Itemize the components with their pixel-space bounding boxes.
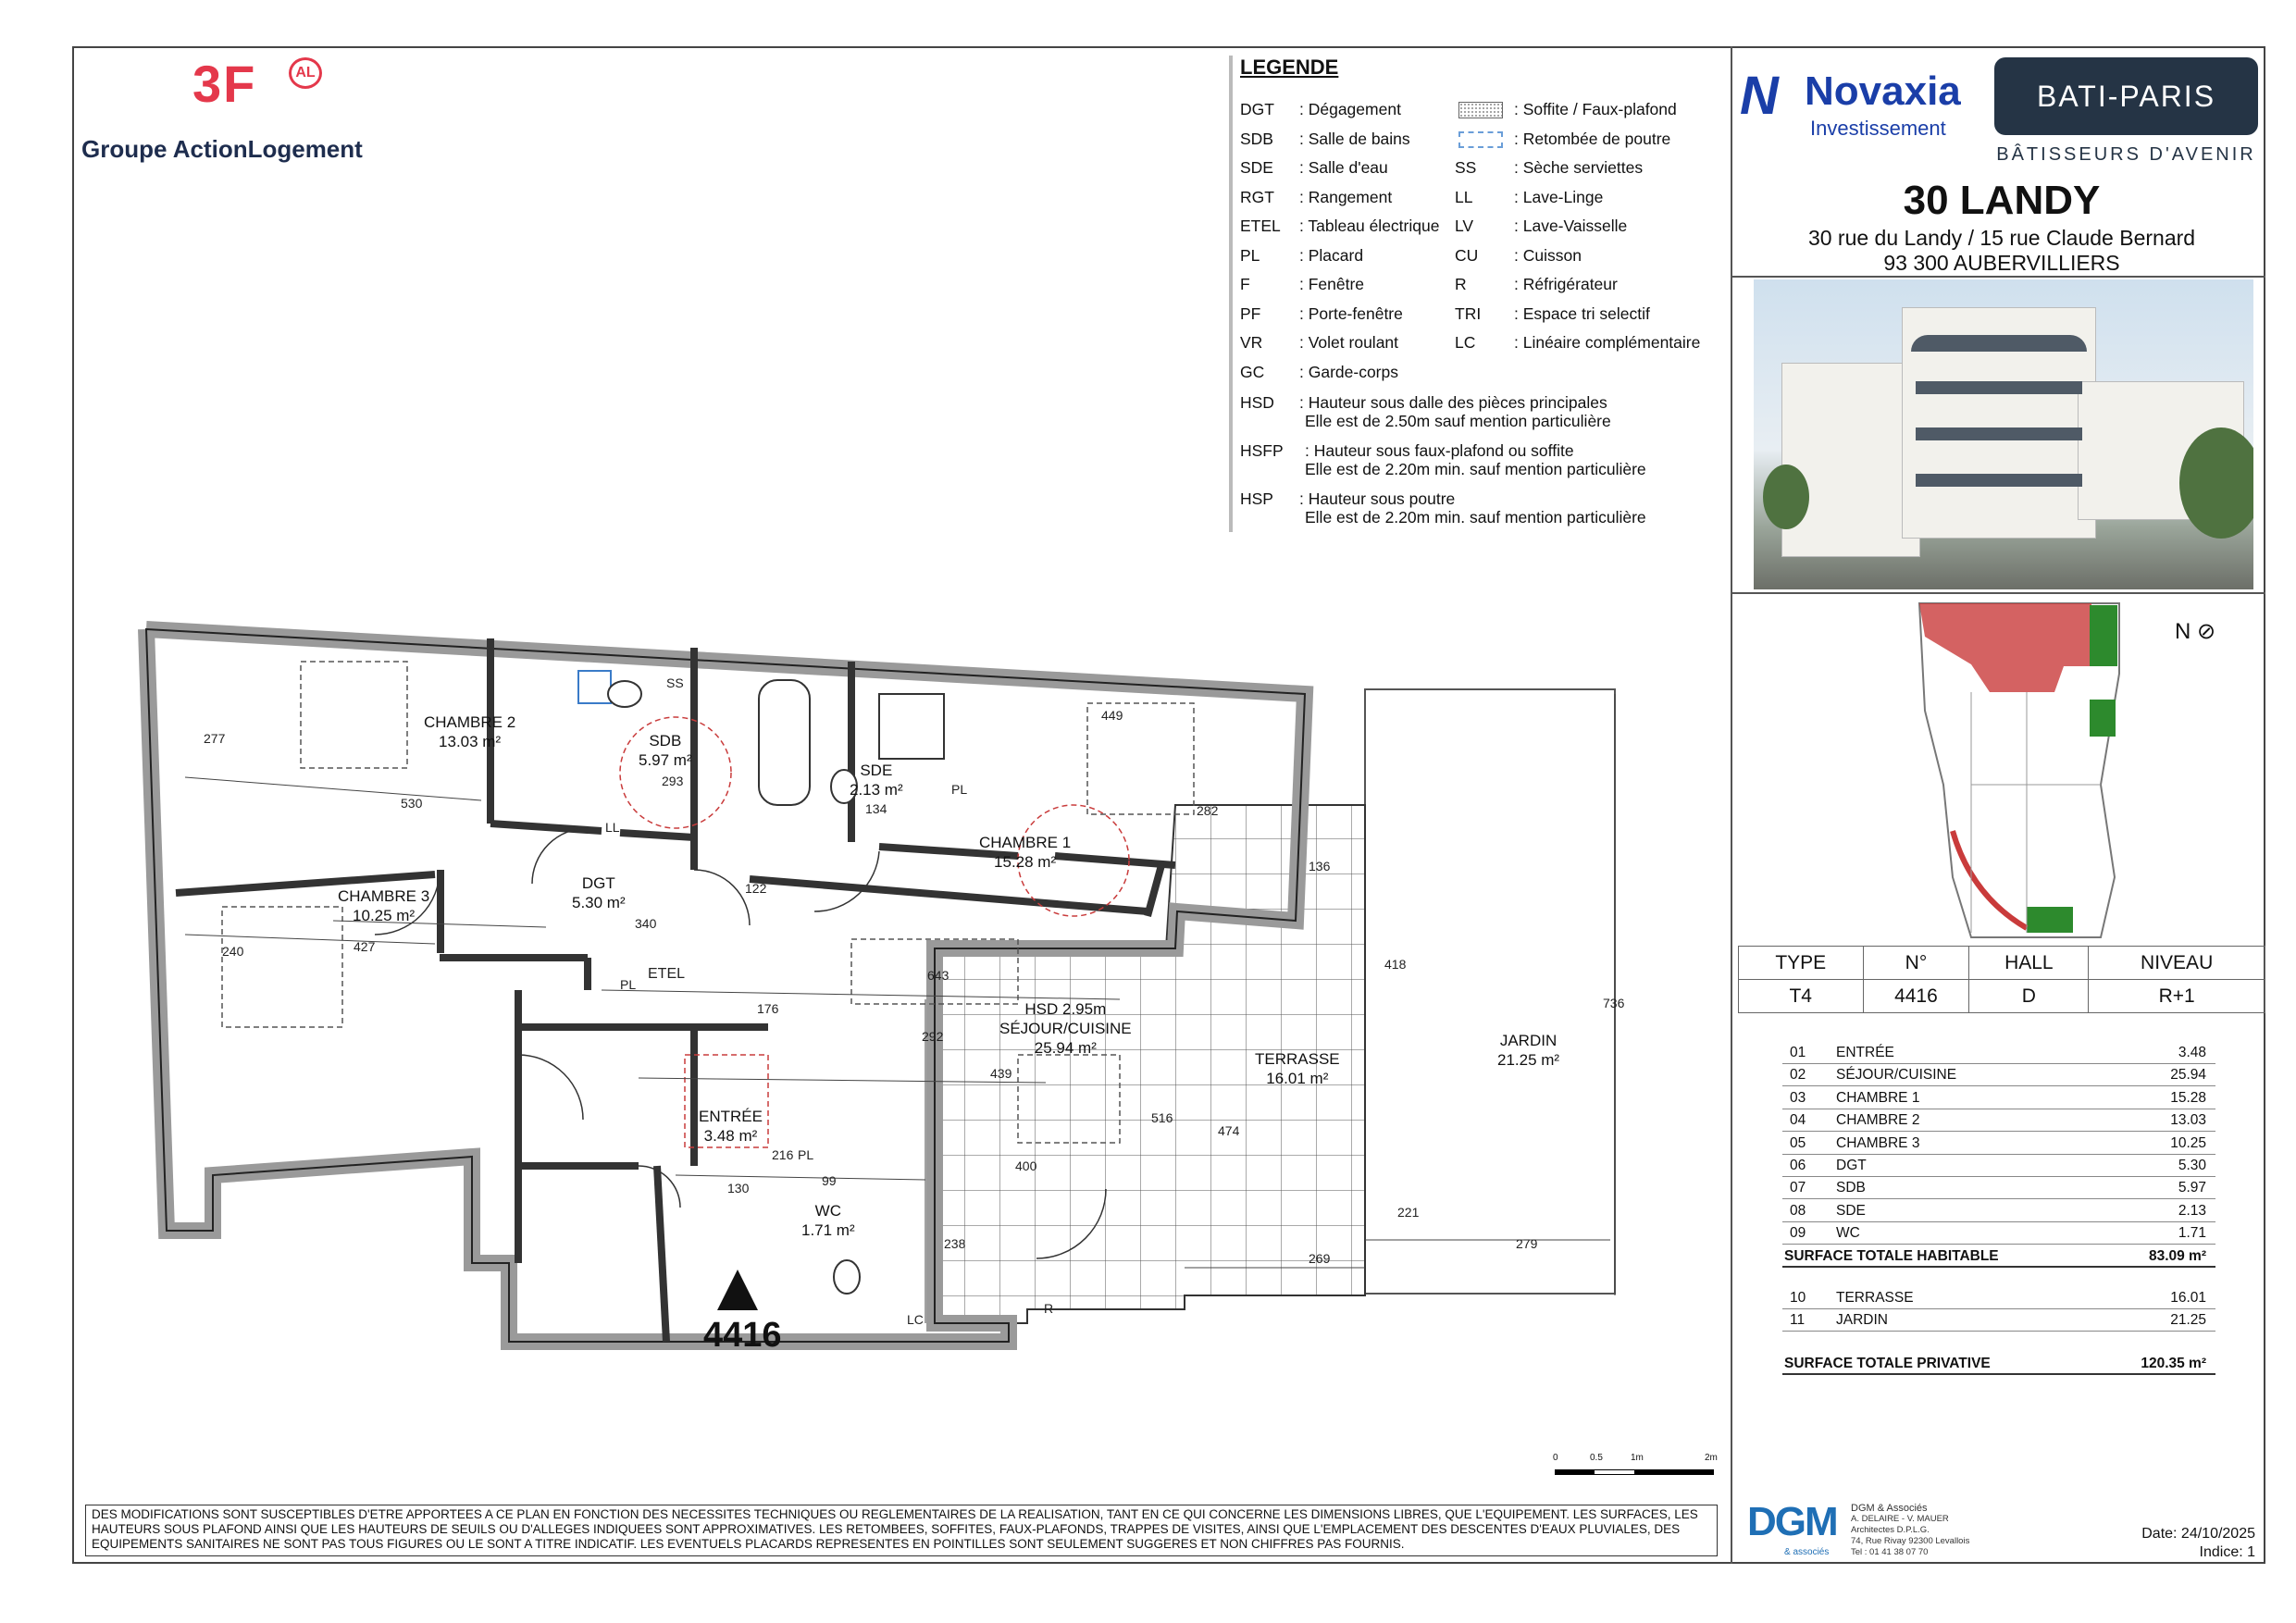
surface-value: 21.25 <box>2170 1312 2206 1328</box>
surface-label: ENTRÉE <box>1836 1045 1894 1060</box>
dim-277: 277 <box>204 731 226 746</box>
room-entree <box>699 1107 763 1146</box>
legend-desc: Elle est de 2.50m sauf mention particulière <box>1305 412 1611 430</box>
room-name: CHAMBRE 1 <box>979 834 1072 851</box>
scale-bar-segment <box>1634 1469 1714 1475</box>
number-value: 4416 <box>1863 980 1969 1013</box>
legend-desc: : Hauteur sous dalle des pièces principales <box>1299 393 1607 412</box>
room-area: 13.03 m² <box>439 733 502 750</box>
room-area: 1.71 m² <box>801 1221 855 1239</box>
legend-divider <box>1229 56 1233 532</box>
surface-row <box>1782 1042 2215 1064</box>
architect-line: Architectes D.P.L.G. <box>1851 1525 1930 1535</box>
novaxia-logo <box>1740 63 1980 146</box>
surface-row <box>1782 1087 2215 1109</box>
legend-abbr: HSFP <box>1240 441 1284 460</box>
legend-abbr: PL <box>1240 245 1260 265</box>
room-name: WC <box>814 1202 841 1220</box>
architect-line: A. DELAIRE - V. MAUER <box>1851 1514 1949 1524</box>
architect-line: Tel : 01 41 38 07 70 <box>1851 1547 1929 1557</box>
surface-row <box>1782 1222 2215 1245</box>
room-name: SDB <box>649 732 682 750</box>
legend-abbr: TRI <box>1455 304 1482 323</box>
soffit-swatch-icon <box>1458 102 1503 118</box>
apartment-number: 4416 <box>703 1316 782 1355</box>
render-balcony <box>1911 335 2087 352</box>
legend-desc: : Lave-Vaisselle <box>1514 217 1628 235</box>
room-name: DGT <box>581 874 615 892</box>
type-header: TYPE <box>1739 947 1864 980</box>
surface-value: 120.35 m² <box>2141 1356 2206 1372</box>
room-area: 5.97 m² <box>639 751 692 769</box>
dim-130: 130 <box>727 1181 750 1196</box>
surface-label: SURFACE TOTALE PRIVATIVE <box>1784 1356 1991 1372</box>
architect-line: 74, Rue Rivay 92300 Levallois <box>1851 1536 1970 1546</box>
legend-desc: : Sèche serviettes <box>1514 158 1644 177</box>
tag-r: R <box>1044 1301 1054 1316</box>
surface-num: 01 <box>1790 1045 1806 1060</box>
room-name: JARDIN <box>1499 1032 1558 1049</box>
client-logo <box>81 54 387 174</box>
render-building-left <box>1781 363 1920 557</box>
dim-99: 99 <box>822 1173 837 1188</box>
room-area: 16.01 m² <box>1266 1070 1329 1087</box>
surface-label: SDE <box>1836 1202 1866 1219</box>
surface-row <box>1782 1177 2215 1199</box>
tag-etel: ETEL <box>648 966 686 982</box>
room-area: 15.28 m² <box>994 853 1057 871</box>
surface-label: CHAMBRE 2 <box>1836 1112 1920 1129</box>
legend-desc: : Tableau électrique <box>1299 217 1440 235</box>
dim-279: 279 <box>1516 1236 1538 1251</box>
room-chambre-1 <box>979 833 1071 872</box>
revision-index: Indice: 1 <box>2199 1544 2255 1560</box>
level-header: NIVEAU <box>2089 947 2265 980</box>
north-compass-icon: N ⊘ <box>2175 619 2216 644</box>
legend-abbr: CU <box>1455 245 1479 265</box>
room-name: CHAMBRE 2 <box>424 713 516 731</box>
legend-abbr: LV <box>1455 217 1474 235</box>
client-logo-badge: AL <box>289 57 322 89</box>
dim-643: 643 <box>927 968 949 983</box>
dim-474: 474 <box>1218 1123 1240 1138</box>
legend-desc: : Espace tri selectif <box>1514 304 1650 323</box>
surface-row <box>1782 1133 2215 1155</box>
surface-row <box>1782 1064 2215 1086</box>
floor-plan <box>120 592 1657 1388</box>
surface-num: 02 <box>1790 1067 1806 1084</box>
legend-desc: : Lave-Linge <box>1514 187 1604 206</box>
legend-desc: Elle est de 2.20m min. sauf mention particulière <box>1305 460 1646 478</box>
surface-num: 11 <box>1790 1312 1806 1328</box>
novaxia-n-icon: N <box>1740 66 1779 126</box>
architect-logo-mark: DGM <box>1747 1499 1837 1544</box>
room-name: CHAMBRE 3 <box>338 887 430 905</box>
legend-abbr: R <box>1455 275 1467 293</box>
dim-400: 400 <box>1015 1158 1037 1173</box>
legend-desc: : Porte-fenêtre <box>1299 304 1403 323</box>
room-chambre-2 <box>424 712 515 751</box>
legend-abbr: RGT <box>1240 187 1274 206</box>
room-area: 5.30 m² <box>572 894 626 911</box>
legend-desc: : Fenêtre <box>1299 275 1365 293</box>
legend-abbr: ETEL <box>1240 217 1281 235</box>
legend-desc: : Hauteur sous poutre <box>1299 489 1456 508</box>
legend-abbr: HSP <box>1240 489 1273 508</box>
dim-449: 449 <box>1101 708 1123 723</box>
surface-value: 5.97 <box>2178 1180 2206 1196</box>
surface-num: 04 <box>1790 1112 1806 1129</box>
type-table-header <box>1739 947 2265 980</box>
legend-desc: : Hauteur sous faux-plafond ou soffite <box>1305 441 1574 460</box>
scale-bar-segment <box>1555 1469 1595 1475</box>
surface-value: 2.13 <box>2178 1202 2206 1219</box>
right-panel-divider <box>1731 46 1732 1564</box>
surface-num: 09 <box>1790 1225 1806 1242</box>
type-table-row <box>1739 980 2265 1013</box>
render-tree <box>2179 427 2253 539</box>
dim-427: 427 <box>354 939 376 954</box>
room-wc <box>801 1201 855 1240</box>
client-logo-group: Groupe ActionLogement <box>81 135 363 163</box>
building-render-image <box>1754 279 2253 589</box>
tag-ll: LL <box>605 820 620 835</box>
legend-abbr: SDB <box>1240 129 1273 148</box>
render-balcony <box>1916 474 2082 487</box>
surface-label: CHAMBRE 1 <box>1836 1089 1920 1106</box>
address-line-1: 30 rue du Landy / 15 rue Claude Bernard <box>1807 226 2196 250</box>
client-logo-mark: 3F <box>192 55 257 113</box>
room-chambre-3 <box>338 886 429 925</box>
surface-num: 10 <box>1790 1289 1806 1306</box>
header-divider <box>1731 276 2265 278</box>
render-tree <box>1763 465 1809 529</box>
legend-title: LEGENDE <box>1240 56 1339 79</box>
dim-282: 282 <box>1197 803 1219 818</box>
surface-num: 07 <box>1790 1180 1806 1196</box>
beam-swatch-icon <box>1458 131 1503 148</box>
legend-desc: : Garde-corps <box>1299 362 1398 381</box>
scale-label: 2m <box>1705 1453 1718 1463</box>
surface-label: DGT <box>1836 1158 1867 1173</box>
dim-736: 736 <box>1603 996 1625 1010</box>
surface-value: 83.09 m² <box>2148 1247 2206 1264</box>
dim-238: 238 <box>944 1236 966 1251</box>
dim-530: 530 <box>401 796 423 811</box>
revision-info <box>2141 1525 2255 1562</box>
surface-value: 25.94 <box>2170 1067 2206 1084</box>
room-area: 3.48 m² <box>703 1127 758 1145</box>
room-dgt <box>572 873 626 912</box>
dim-136: 136 <box>1309 859 1331 873</box>
legend-desc: : Dégagement <box>1299 100 1401 118</box>
legend-abbr: GC <box>1240 362 1265 381</box>
surface-num: 06 <box>1790 1158 1806 1173</box>
legend-abbr: LL <box>1455 187 1473 206</box>
architect-logo <box>1747 1499 1849 1564</box>
legend-desc: : Salle d'eau <box>1299 158 1388 177</box>
surface-row <box>1782 1309 2215 1332</box>
garden-area <box>1365 689 1615 1294</box>
surface-row <box>1782 1155 2215 1177</box>
legend-abbr: HSD <box>1240 393 1274 412</box>
surface-value: 1.71 <box>2178 1225 2206 1242</box>
surface-label: JARDIN <box>1836 1312 1888 1328</box>
scale-bar <box>1553 1453 1718 1481</box>
room-area: 25.94 m² <box>1034 1039 1097 1057</box>
dim-176: 176 <box>757 1001 779 1016</box>
legend-abbr: F <box>1240 275 1250 293</box>
address-line-2: 93 300 AUBERVILLIERS <box>1883 251 2120 275</box>
render-balcony <box>1916 381 2082 394</box>
legend-desc: : Retombée de poutre <box>1514 129 1671 148</box>
legend-abbr: SDE <box>1240 158 1273 177</box>
legend-abbr: PF <box>1240 304 1261 323</box>
room-jardin <box>1497 1031 1559 1070</box>
legend-desc: : Cuisson <box>1514 245 1582 265</box>
surface-row <box>1782 1109 2215 1132</box>
surface-total-privative <box>1782 1353 2215 1375</box>
legend-desc: : Volet roulant <box>1299 333 1399 352</box>
surface-label: SÉJOUR/CUISINE <box>1836 1067 1957 1084</box>
render-balcony <box>1916 427 2082 440</box>
legend-abbr: DGT <box>1240 100 1274 118</box>
room-terrasse <box>1255 1049 1340 1088</box>
legend-desc: : Linéaire complémentaire <box>1514 333 1701 352</box>
tag-pl-dgt: PL <box>620 977 637 992</box>
level-value: R+1 <box>2089 980 2265 1013</box>
room-sde <box>850 761 903 799</box>
surface-value: 5.30 <box>2178 1158 2206 1173</box>
legend-abbr: LC <box>1455 333 1476 352</box>
dim-516: 516 <box>1151 1110 1173 1125</box>
room-hsd: HSD 2.95m <box>1024 1000 1107 1018</box>
surface-label: SDB <box>1836 1180 1866 1196</box>
legend <box>1231 56 1731 527</box>
room-name: SÉJOUR/CUISINE <box>999 1020 1132 1037</box>
bati-paris-tagline: BÂTISSEURS D'AVENIR <box>1996 144 2256 165</box>
project-title: 30 LANDY <box>1903 178 2101 223</box>
architect-name: DGM & Associés <box>1851 1503 1928 1514</box>
render-divider <box>1731 592 2265 594</box>
room-area: 2.13 m² <box>850 781 903 799</box>
hall-header: HALL <box>1969 947 2089 980</box>
revision-date: Date: 24/10/2025 <box>2141 1526 2255 1542</box>
surface-value: 15.28 <box>2170 1089 2206 1106</box>
novaxia-sub: Investissement <box>1810 117 1946 140</box>
surface-total-habitable <box>1782 1245 2215 1268</box>
dim-216: 216 <box>772 1147 794 1162</box>
surface-label: CHAMBRE 3 <box>1836 1134 1920 1151</box>
room-sdb <box>639 731 692 770</box>
type-table <box>1738 946 2265 1013</box>
dim-418: 418 <box>1384 957 1407 972</box>
dim-292: 292 <box>922 1029 944 1044</box>
room-area: 21.25 m² <box>1497 1051 1560 1069</box>
novaxia-name: Novaxia <box>1805 68 1961 114</box>
legend-abbr: SS <box>1455 158 1477 177</box>
number-header: N° <box>1863 947 1969 980</box>
room-name: ENTRÉE <box>699 1108 763 1125</box>
legend-desc: Elle est de 2.20m min. sauf mention particulière <box>1305 508 1646 527</box>
scale-label: 0.5 <box>1590 1453 1603 1463</box>
entrance-arrow-icon <box>717 1270 758 1310</box>
scale-label: 1m <box>1631 1453 1644 1463</box>
room-sejour-cuisine <box>999 999 1132 1058</box>
surface-label: TERRASSE <box>1836 1289 1914 1306</box>
room-name: TERRASSE <box>1255 1050 1340 1068</box>
legend-abbr: VR <box>1240 333 1263 352</box>
dim-122: 122 <box>745 881 767 896</box>
surface-value: 16.01 <box>2170 1289 2206 1306</box>
architect-info <box>1851 1503 1969 1558</box>
room-name: SDE <box>860 762 893 779</box>
dim-439: 439 <box>990 1066 1012 1081</box>
surface-label: SURFACE TOTALE HABITABLE <box>1784 1247 1999 1264</box>
room-area: 10.25 m² <box>353 907 416 924</box>
legend-desc: : Rangement <box>1299 187 1393 206</box>
disclaimer-text: DES MODIFICATIONS SONT SUSCEPTIBLES D'ETRE APPORTEES A CE PLAN EN FONCTION DES NECESSITES TECHNIQUES OU REGLEMENTAIRES DE LA REALISATION, TANT EN CE QUI CONCERNE LES DIMENSIONS LIBRES, QUE L'EQUIPEMENT. LES SURFACES, LES HAUTEURS SOUS PLAFOND AINSI QUE LES HAUTEURS DE SEUILS OU D'ALLEGES INDIQUEES SONT APPROXIMATIVES. LES RETOMBEES, SOFFITES, FAUX-PLAFONDS, TRAPPES DE VISITES, AINSI QUE L'EMPLACEMENT DES DESCENTES D'EAUX PLUVIALES, DES EQUIPEMENTS SANITAIRES NE SONT PAS TOUS FIGURES OU LE SONT A TITRE INDICATIF. LES EVENTUELS PLACARDS REPRESENTES EN POINTILLES SONT SEULEMENT SUGGERES ET NON CHIFFRES PAS FOURNIS. <box>85 1505 1718 1556</box>
architect-logo-sub: & associés <box>1784 1547 1830 1557</box>
legend-desc: : Soffite / Faux-plafond <box>1514 100 1677 118</box>
tag-pl: PL <box>951 782 968 797</box>
type-value: T4 <box>1739 980 1864 1013</box>
tag-pl-entree: PL <box>798 1147 814 1162</box>
tag-ss: SS <box>666 675 684 690</box>
scale-label: 0 <box>1553 1453 1558 1463</box>
dim-221: 221 <box>1397 1205 1420 1220</box>
surface-row <box>1782 1287 2215 1309</box>
tag-lc: LC <box>907 1312 924 1327</box>
dim-293: 293 <box>662 774 684 788</box>
legend-desc: : Réfrigérateur <box>1514 275 1618 293</box>
surface-label: WC <box>1836 1225 1860 1242</box>
surface-row <box>1782 1200 2215 1222</box>
surface-num: 08 <box>1790 1202 1806 1219</box>
dim-134: 134 <box>865 801 887 816</box>
location-plan <box>1916 600 2128 944</box>
dim-340: 340 <box>635 916 657 931</box>
dim-269: 269 <box>1309 1251 1331 1266</box>
legend-desc: : Placard <box>1299 245 1364 265</box>
surface-num: 03 <box>1790 1089 1806 1106</box>
dim-240: 240 <box>222 944 244 959</box>
surface-value: 3.48 <box>2178 1045 2206 1060</box>
hall-value: D <box>1969 980 2089 1013</box>
project-address <box>1738 226 2265 276</box>
bati-paris-logo: BATI-PARIS <box>1994 57 2258 135</box>
surface-num: 05 <box>1790 1134 1806 1151</box>
surface-value: 10.25 <box>2170 1134 2206 1151</box>
surface-value: 13.03 <box>2170 1112 2206 1129</box>
legend-desc: : Salle de bains <box>1299 129 1410 148</box>
